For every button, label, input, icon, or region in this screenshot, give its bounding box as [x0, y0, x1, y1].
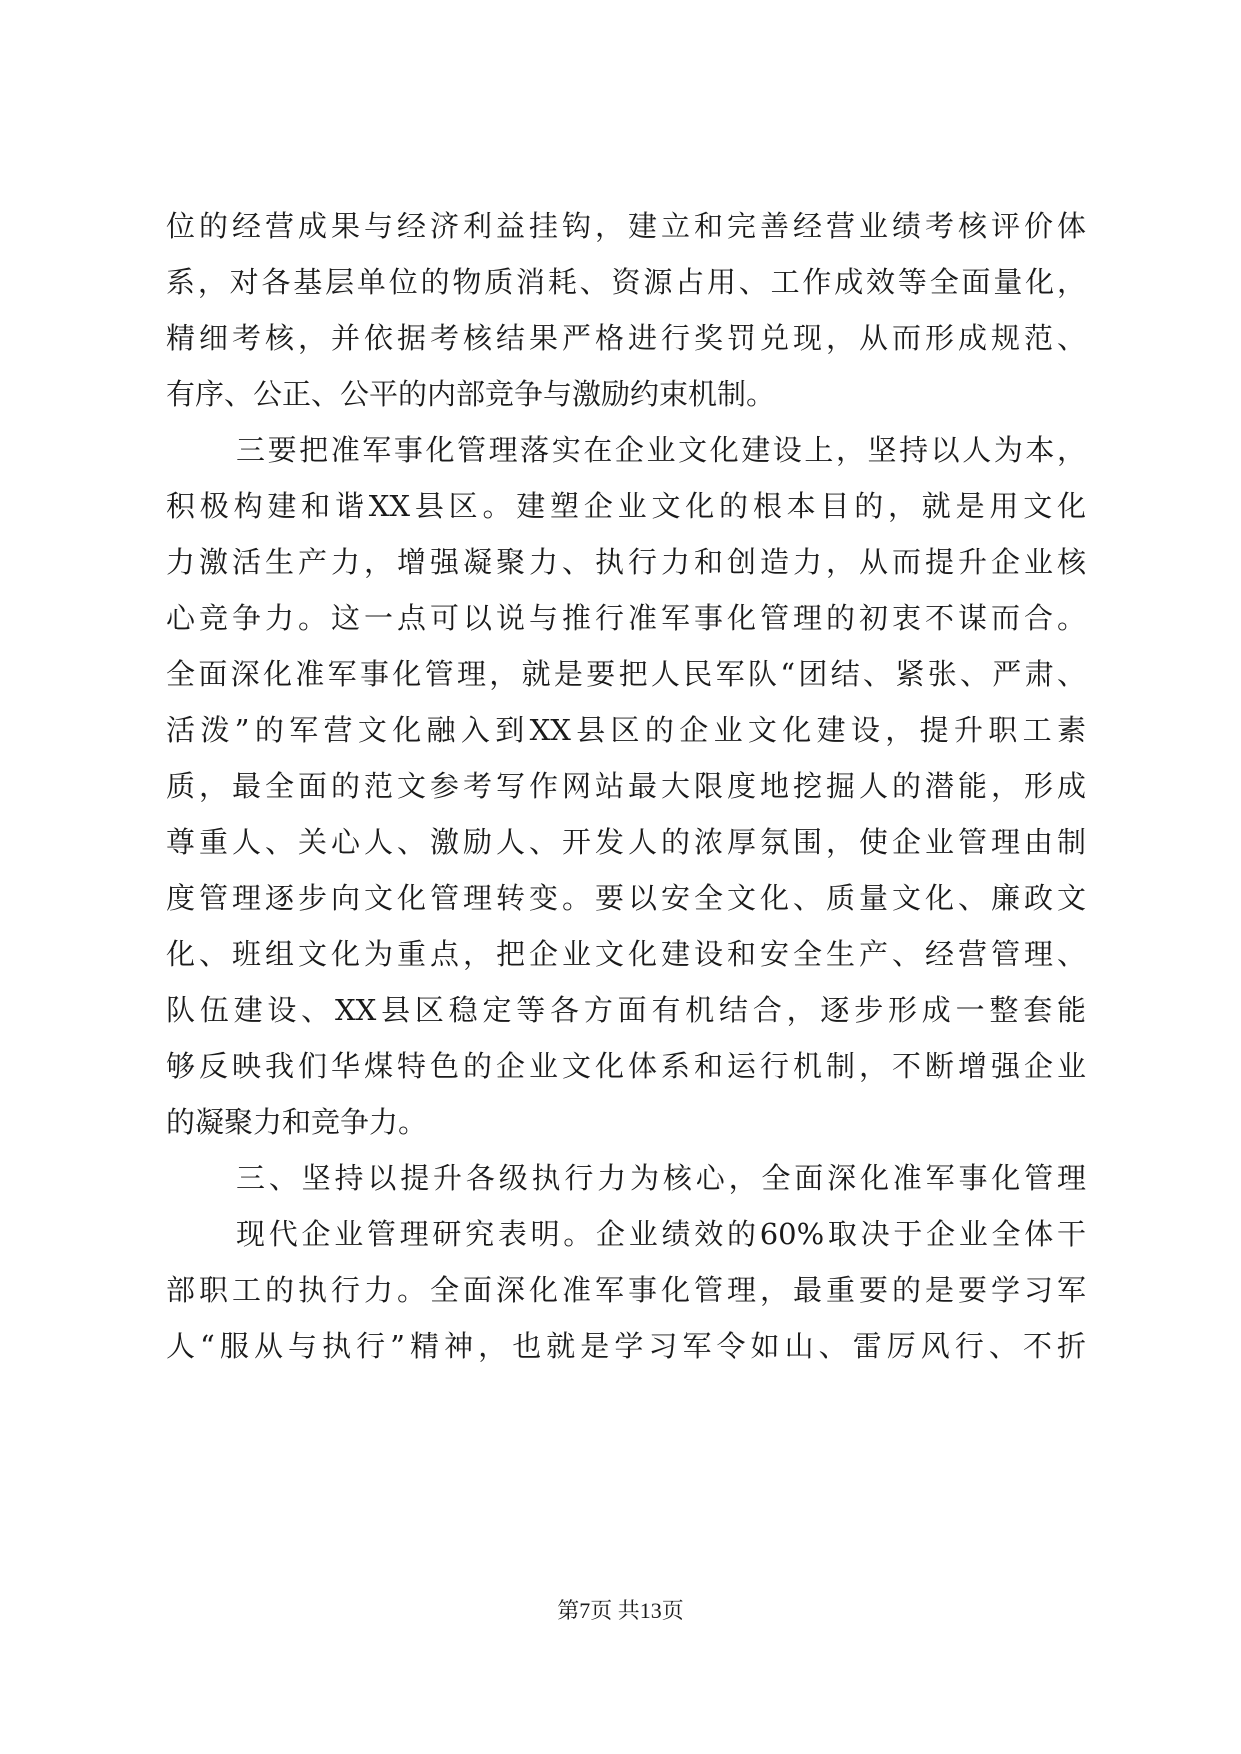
body-text-line: 的凝聚力和竞争力。	[166, 1105, 428, 1139]
body-text-line: 精细考核，并依据考核结果严格进行奖罚兑现，从而形成规范、	[166, 321, 1086, 355]
body-text-line: 化、班组文化为重点，把企业文化建设和安全生产、经营管理、	[166, 937, 1086, 971]
body-text-line: 有序、公正、公平的内部竞争与激励约束机制。	[166, 377, 776, 411]
body-text-line: 度管理逐步向文化管理转变。要以安全文化、质量文化、廉政文	[166, 881, 1086, 915]
body-text-line: 全面深化准军事化管理，就是要把人民军队“团结、紧张、严肃、	[166, 657, 1086, 691]
paragraph-first-line: 现代企业管理研究表明。企业绩效的60%取决于企业全体干	[236, 1217, 1086, 1251]
page-number-footer: 第7页 共13页	[557, 1598, 684, 1623]
body-text-line: 力激活生产力，增强凝聚力、执行力和创造力，从而提升企业核	[166, 545, 1086, 579]
body-text-line: 质，最全面的范文参考写作网站最大限度地挖掘人的潜能，形成	[166, 769, 1086, 803]
section-heading: 三、坚持以提升各级执行力为核心，全面深化准军事化管理	[236, 1161, 1086, 1195]
body-text-line: 系，对各基层单位的物质消耗、资源占用、工作成效等全面量化，	[166, 265, 1086, 299]
body-text-line: 人“服从与执行”精神，也就是学习军令如山、雷厉风行、不折	[166, 1329, 1086, 1363]
body-text-line: 尊重人、关心人、激励人、开发人的浓厚氛围，使企业管理由制	[166, 825, 1086, 859]
body-text-line: 积极构建和谐XX县区。建塑企业文化的根本目的，就是用文化	[166, 489, 1086, 523]
body-text-line: 心竞争力。这一点可以说与推行准军事化管理的初衷不谋而合。	[166, 601, 1086, 635]
body-text-line: 部职工的执行力。全面深化准军事化管理，最重要的是要学习军	[166, 1273, 1086, 1307]
paragraph-first-line: 三要把准军事化管理落实在企业文化建设上，坚持以人为本，	[236, 433, 1086, 467]
body-text-line: 队伍建设、XX县区稳定等各方面有机结合，逐步形成一整套能	[166, 993, 1086, 1027]
body-text-line: 活泼”的军营文化融入到XX县区的企业文化建设，提升职工素	[166, 713, 1086, 747]
body-text-line: 够反映我们华煤特色的企业文化体系和运行机制，不断增强企业	[166, 1049, 1086, 1083]
body-text-line: 位的经营成果与经济利益挂钩，建立和完善经营业绩考核评价体	[166, 209, 1086, 243]
